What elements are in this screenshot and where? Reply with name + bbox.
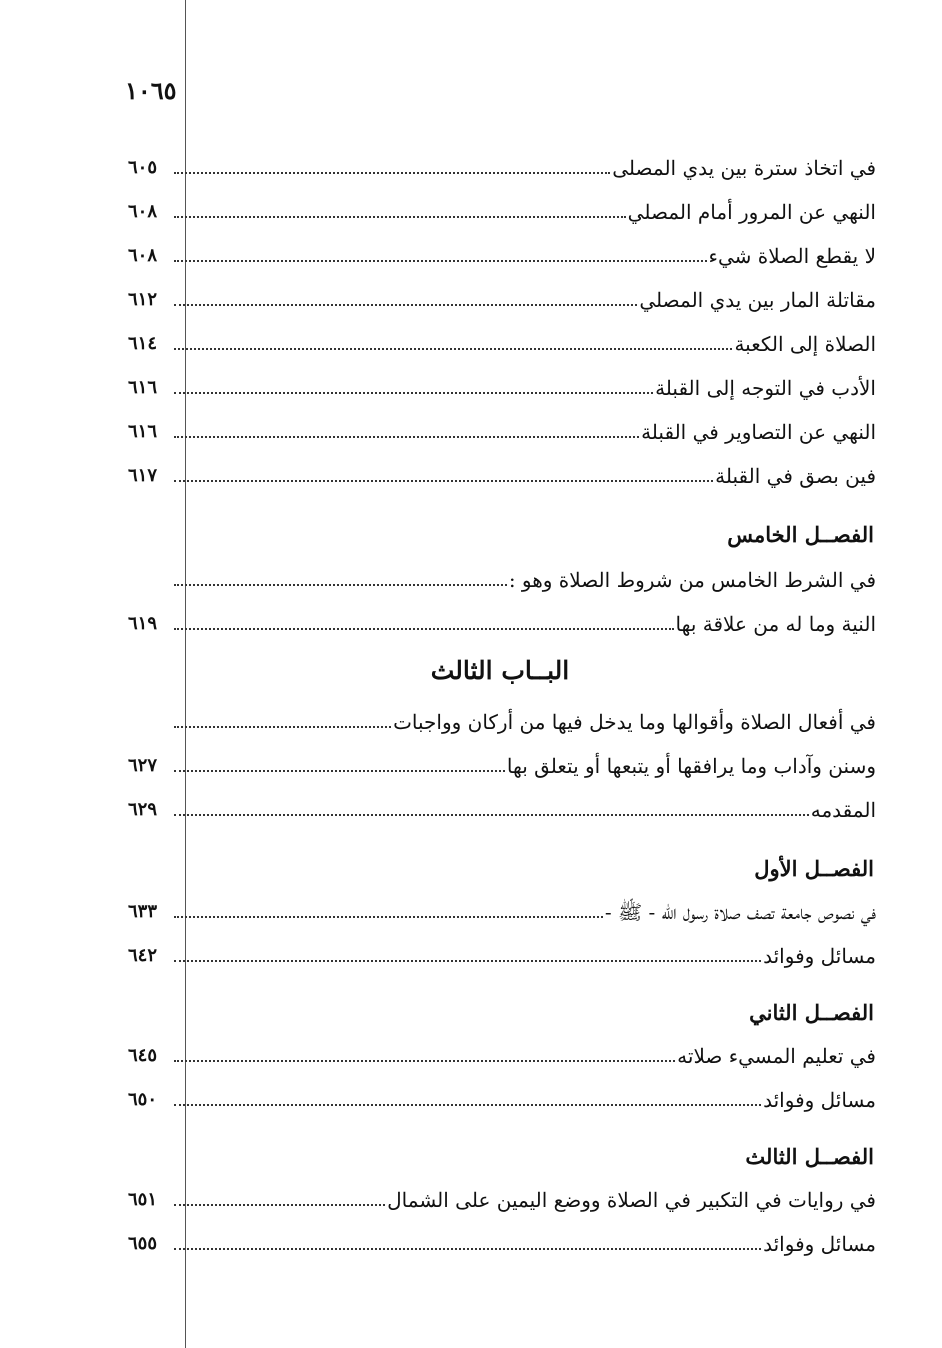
section-heading: الفصــل الأول	[754, 856, 874, 881]
toc-entry-title: وسنن وآداب وما يرافقها أو يتبعها أو يتعلق بها	[506, 754, 876, 778]
dot-leader	[174, 814, 809, 816]
toc-entry-title: مقاتلة المار بين يدي المصلي	[639, 288, 876, 312]
toc-entry-page: ٦١٦	[128, 377, 158, 398]
toc-entry-page: ٦١٢	[128, 289, 158, 310]
toc-entry	[128, 236, 876, 270]
toc-entry	[128, 192, 876, 226]
toc-entry-title: الأدب في التوجه إلى القبلة	[655, 376, 876, 400]
toc-entry-page: ٦١٦	[128, 421, 158, 442]
toc-entry-page: ٦٠٨	[128, 245, 158, 266]
section-heading: الفصــل الثاني	[749, 1000, 874, 1025]
toc-entry-page: ٦٠٨	[128, 201, 158, 222]
toc-entry-page: ٦٢٧	[128, 755, 158, 776]
toc-entry-page: ٦٥١	[128, 1189, 158, 1210]
dot-leader	[174, 304, 637, 306]
toc-entry-title: النهي عن المرور أمام المصلي	[627, 200, 876, 224]
dot-leader	[174, 436, 639, 438]
toc-entry	[128, 1036, 876, 1070]
toc-entry	[128, 604, 876, 638]
toc-entry-page: ٦٤٥	[128, 1045, 158, 1066]
toc-entry	[128, 702, 876, 736]
dot-leader	[174, 1248, 761, 1250]
toc-entry-title: مسائل وفوائد	[763, 1088, 876, 1112]
toc-entry-title: النهي عن التصاوير في القبلة	[641, 420, 876, 444]
dot-leader	[174, 172, 610, 174]
dot-leader	[174, 260, 707, 262]
toc-entry-title: في روايات في التكبير في الصلاة ووضع اليمين على الشمال	[387, 1188, 876, 1212]
toc-entry-page: ٦٤٢	[128, 945, 158, 966]
toc-entry-title: لا يقطع الصلاة شيء	[708, 244, 876, 268]
toc-entry-page: ٦٥٠	[128, 1089, 158, 1110]
toc-entry-title: في نصوص جامعة تصف صلاة رسول الله - ﷺ -	[604, 900, 876, 924]
toc-entry	[128, 456, 876, 490]
toc-entry-title: مسائل وفوائد	[763, 1232, 876, 1256]
toc-entry-page: ٦٥٥	[128, 1233, 158, 1254]
section-heading: الفصــل الثالث	[745, 1144, 874, 1169]
dot-leader	[174, 960, 761, 962]
dot-leader	[174, 1060, 675, 1062]
toc-entry-page: ٦٢٩	[128, 799, 158, 820]
toc-entry	[128, 148, 876, 182]
toc-entry	[128, 324, 876, 358]
toc-entry-title: النية وما له من علاقة بها	[675, 612, 876, 636]
toc-entry-title: المقدمه	[810, 798, 876, 822]
toc-entry	[128, 1180, 876, 1214]
toc-entry	[128, 892, 876, 926]
toc-entry-page: ٦٣٣	[128, 901, 158, 922]
toc-entry	[128, 280, 876, 314]
dot-leader	[174, 1204, 385, 1206]
toc-entry-page: ٦٠٥	[128, 157, 158, 178]
dot-leader	[174, 392, 653, 394]
dot-leader	[174, 628, 674, 630]
toc-entry-title: في أفعال الصلاة وأقوالها وما يدخل فيها من أركان وواجبات	[393, 710, 876, 734]
toc-entry-title: فين بصق في القبلة	[715, 464, 876, 488]
toc-entry-title: الصلاة إلى الكعبة	[734, 332, 876, 356]
dot-leader	[174, 770, 505, 772]
dot-leader	[174, 348, 732, 350]
toc-entry-page: ٦١٩	[128, 613, 158, 634]
dot-leader	[174, 726, 391, 728]
toc-entry-title: في الشرط الخامس من شروط الصلاة وهو :	[508, 568, 876, 592]
toc-entry	[128, 560, 876, 594]
toc-entry-title: في اتخاذ سترة بين يدي المصلى	[612, 156, 876, 180]
toc-entry	[128, 936, 876, 970]
toc-entry-title: مسائل وفوائد	[763, 944, 876, 968]
dot-leader	[174, 480, 713, 482]
toc-entry	[128, 790, 876, 824]
toc-entry	[128, 412, 876, 446]
dot-leader	[174, 1104, 761, 1106]
toc-entry-title: في تعليم المسيء صلاته	[677, 1044, 876, 1068]
chapter-heading: البــاب الثالث	[430, 656, 570, 685]
toc-entry	[128, 1224, 876, 1258]
toc-entry-page: ٦١٤	[128, 333, 158, 354]
toc-entry	[128, 368, 876, 402]
section-heading: الفصــل الخامس	[727, 522, 874, 547]
toc-entry	[128, 746, 876, 780]
dot-leader	[174, 916, 603, 918]
dot-leader	[174, 584, 507, 586]
toc-entry-page: ٦١٧	[128, 465, 158, 486]
dot-leader	[174, 216, 626, 218]
toc-entry	[128, 1080, 876, 1114]
page-number: ١٠٦٥	[125, 76, 177, 105]
